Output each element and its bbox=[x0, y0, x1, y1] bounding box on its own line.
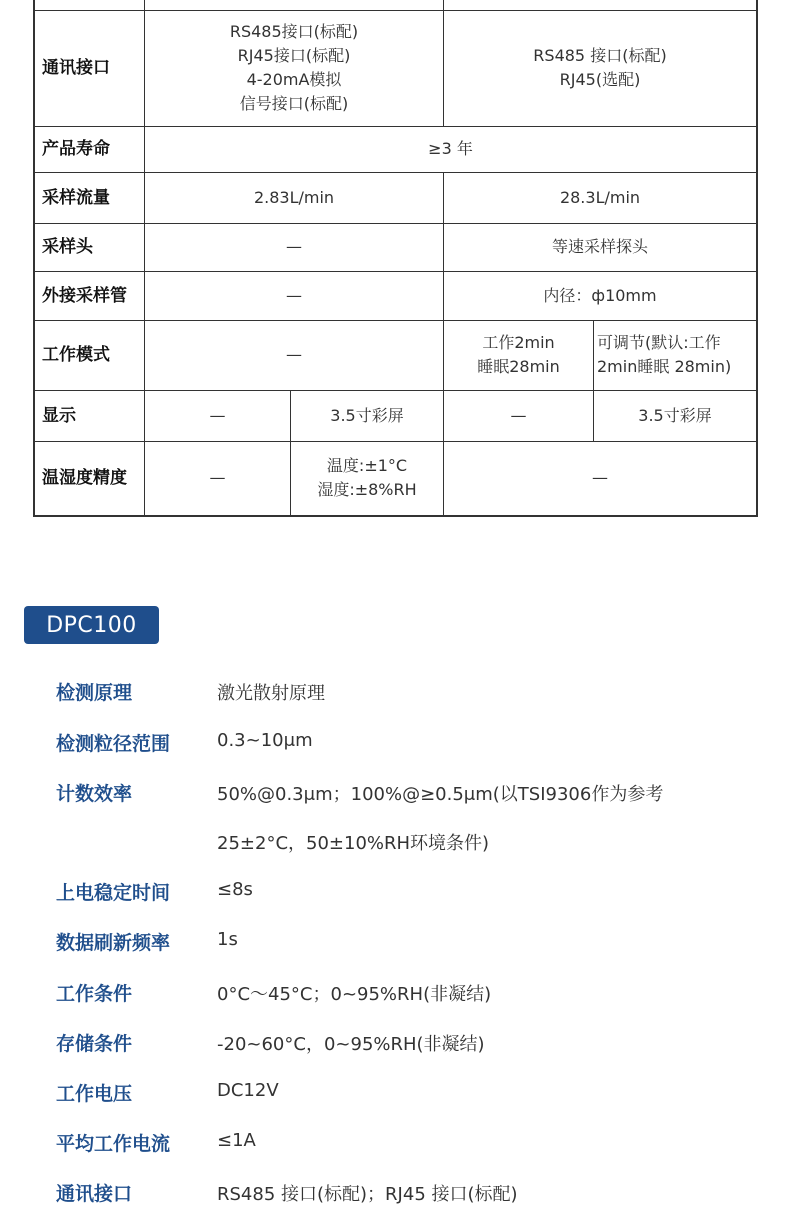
spec-label: 数据刷新频率 bbox=[56, 932, 171, 954]
spec-label: 上电稳定时间 bbox=[56, 882, 171, 904]
row-label: 通讯接口 bbox=[42, 58, 110, 78]
row-label: 外接采样管 bbox=[42, 285, 127, 306]
spec-label: 存储条件 bbox=[56, 1033, 133, 1055]
spec-value: 0.3~10μm bbox=[217, 730, 313, 751]
spec-value: 50%@0.3μm；100%@≥0.5μm(以TSI9306作为参考 bbox=[217, 784, 664, 805]
table-cell: 28.3L/min bbox=[559, 187, 641, 207]
row-label: 产品寿命 bbox=[42, 139, 110, 159]
row-label: 温湿度精度 bbox=[42, 468, 127, 488]
spec-label: 检测原理 bbox=[56, 682, 133, 704]
table-cell: — bbox=[510, 405, 527, 425]
table-cell: RS485接口(标配) RJ45接口(标配) 4-20mA模拟 信号接口(标配) bbox=[229, 22, 359, 113]
table-rule bbox=[756, 0, 758, 517]
spec-value: 1s bbox=[217, 929, 238, 950]
spec-value: ≤8s bbox=[217, 879, 253, 900]
table-cell: — bbox=[286, 345, 302, 364]
table-cell: 可调节(默认:工作 2min睡眠 28min) bbox=[597, 333, 732, 376]
table-cell: — bbox=[286, 285, 302, 305]
table-cell: — bbox=[209, 468, 226, 487]
spec-value: ≤1A bbox=[217, 1130, 256, 1151]
table-cell: 工作2min 睡眠28min bbox=[477, 333, 560, 376]
table-cell: ≥3 年 bbox=[428, 139, 473, 158]
spec-value: 激光散射原理 bbox=[217, 683, 325, 704]
row-label: 工作模式 bbox=[42, 345, 110, 365]
table-cell: 等速采样探头 bbox=[551, 237, 648, 256]
row-label: 显示 bbox=[42, 405, 76, 426]
spec-label: 工作电压 bbox=[56, 1083, 133, 1105]
table-cell: — bbox=[286, 237, 302, 256]
table-cell: 3.5寸彩屏 bbox=[638, 405, 712, 425]
row-label: 采样流量 bbox=[42, 187, 110, 208]
spec-value: DC12V bbox=[217, 1080, 279, 1101]
table-cell: 内径：ф10mm bbox=[543, 285, 657, 305]
spec-label: 平均工作电流 bbox=[56, 1133, 171, 1155]
spec-label: 通讯接口 bbox=[56, 1183, 133, 1205]
spec-value: -20~60°C，0~95%RH(非凝结) bbox=[217, 1034, 485, 1055]
spec-value: RS485 接口(标配)；RJ45 接口(标配) bbox=[217, 1184, 518, 1205]
row-label: 采样头 bbox=[42, 237, 93, 257]
table-cell: 2.83L/min bbox=[253, 187, 335, 207]
spec-label: 计数效率 bbox=[56, 783, 133, 805]
spec-value: 0°C～45°C；0~95%RH(非凝结) bbox=[217, 984, 492, 1005]
table-cell: — bbox=[209, 405, 226, 425]
spec-value-continued: 25±2°C，50±10%RH环境条件) bbox=[217, 833, 490, 854]
product-name-badge: DPC100 bbox=[24, 606, 159, 644]
table-rule bbox=[33, 515, 758, 517]
table-cell: — bbox=[592, 468, 608, 487]
table-cell: 温度:±1°C 湿度:±8%RH bbox=[317, 456, 417, 499]
table-cell: 3.5寸彩屏 bbox=[330, 405, 404, 425]
spec-label: 检测粒径范围 bbox=[56, 733, 171, 755]
table-cell: RS485 接口(标配) RJ45(选配) bbox=[533, 46, 667, 89]
spec-label: 工作条件 bbox=[56, 983, 133, 1005]
